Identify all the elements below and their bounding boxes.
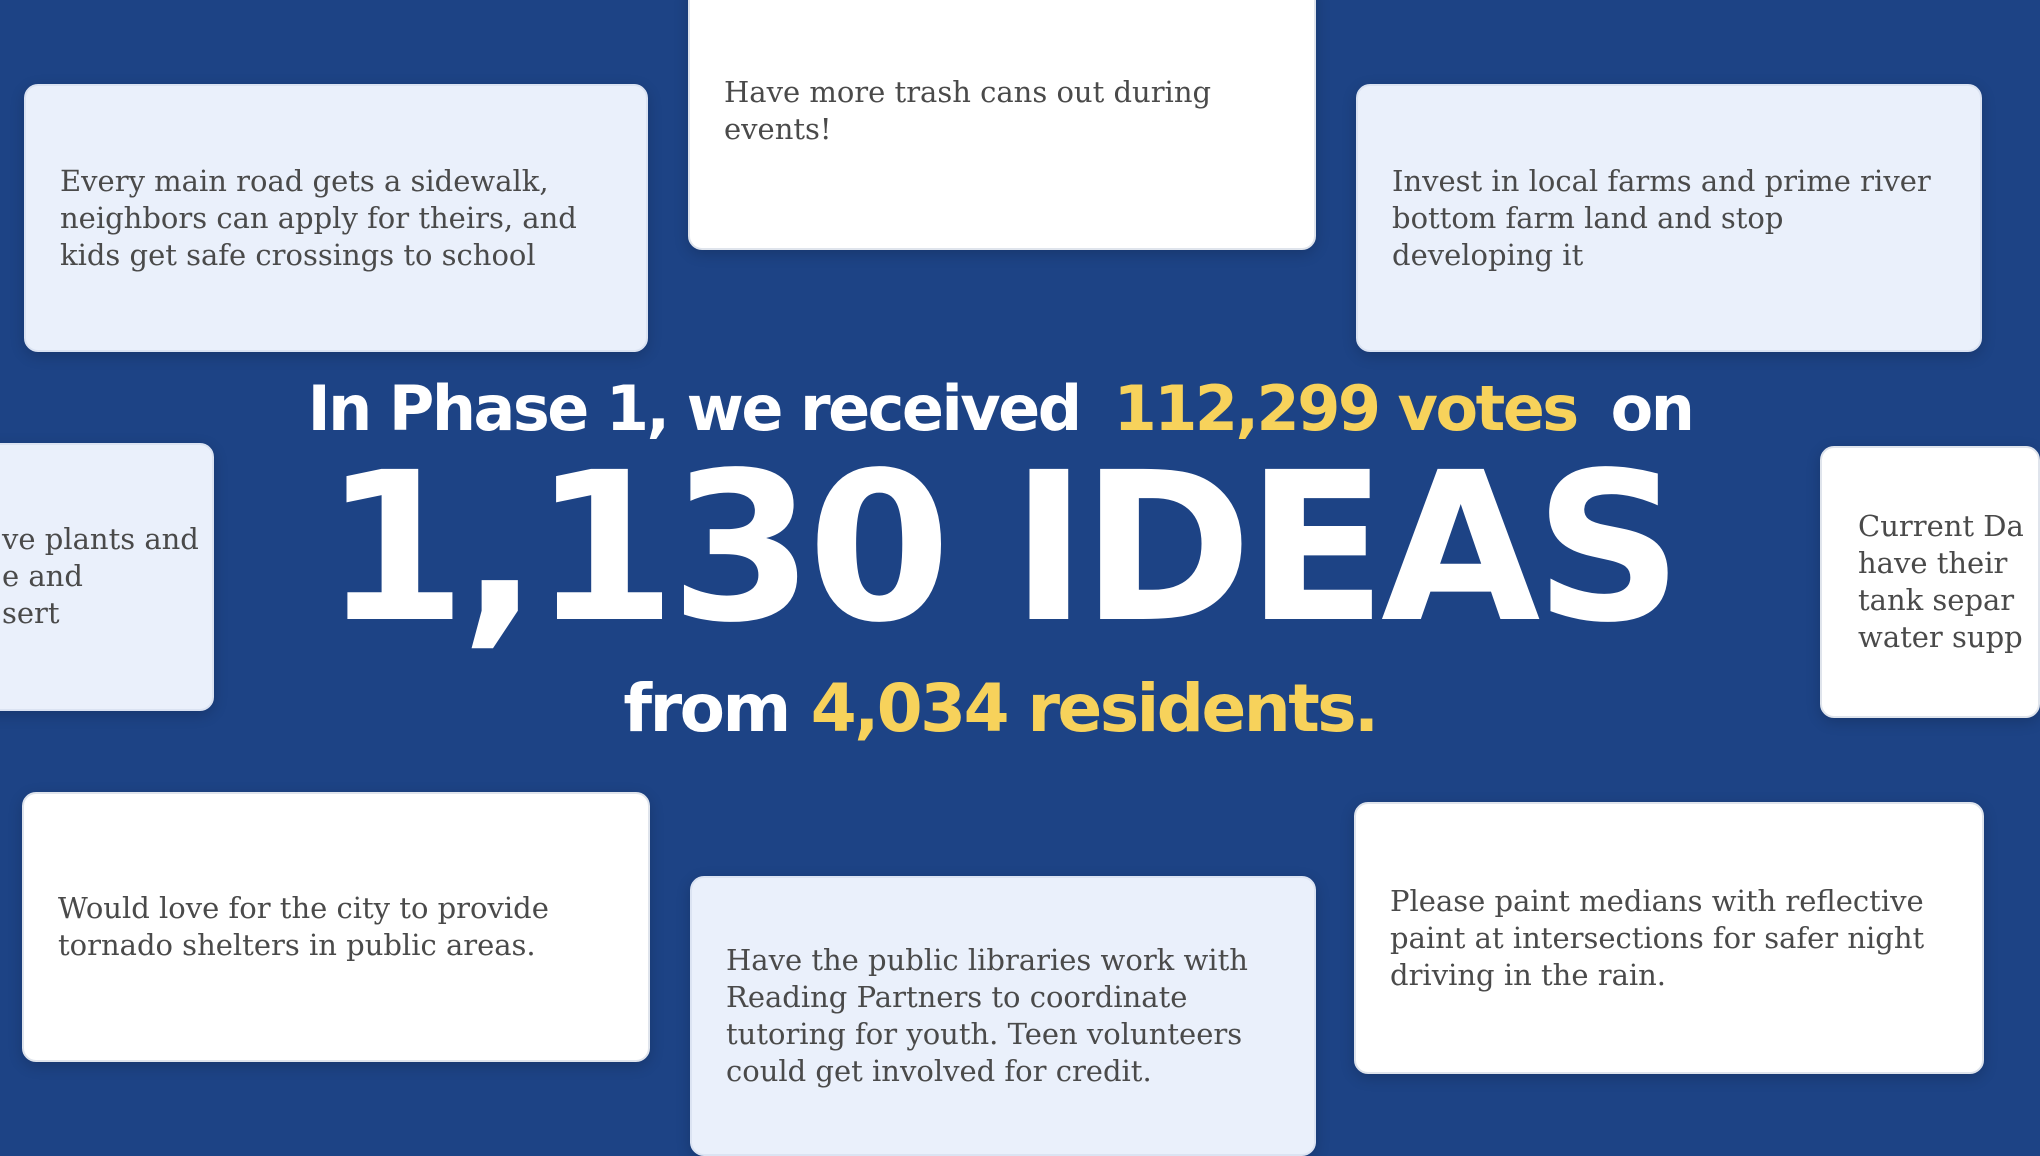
idea-text: Have the public libraries work with Reading Partners to coordinate tutoring for youth. Teen volunteers could get involved for credit.	[726, 943, 1248, 1088]
idea-card-libraries	[690, 876, 1316, 1156]
idea-text: Current Da have their tank separ water supp	[1858, 509, 2024, 654]
idea-card-sidewalk	[24, 84, 648, 352]
headline-prefix: In Phase 1, we received	[307, 372, 1080, 445]
idea-text: Have more trash cans out during events!	[724, 75, 1212, 146]
idea-card-farms	[1356, 84, 1982, 352]
idea-text: Please paint medians with reflective paint at intersections for safer night driving in the rain.	[1390, 883, 1925, 992]
idea-card-medians	[1354, 802, 1984, 1074]
ideas-count: 1,130 IDEAS	[323, 428, 1677, 668]
idea-text: Would love for the city to provide tornado shelters in public areas.	[58, 891, 549, 962]
headline-residents-line	[0, 670, 2000, 747]
residents-count: 4,034 residents.	[810, 670, 1377, 747]
idea-text: ve plants and e and sert	[2, 522, 199, 630]
idea-card-tornado	[22, 792, 650, 1062]
votes-count: 112,299 votes	[1113, 372, 1577, 445]
idea-text: Every main road gets a sidewalk, neighbors can apply for theirs, and kids get safe crossings to school	[60, 163, 577, 272]
idea-text: Invest in local farms and prime river bottom farm land and stop developing it	[1392, 163, 1931, 272]
residents-prefix: from	[623, 670, 789, 747]
headline-suffix: on	[1610, 372, 1693, 445]
idea-card-trash	[688, 0, 1316, 250]
